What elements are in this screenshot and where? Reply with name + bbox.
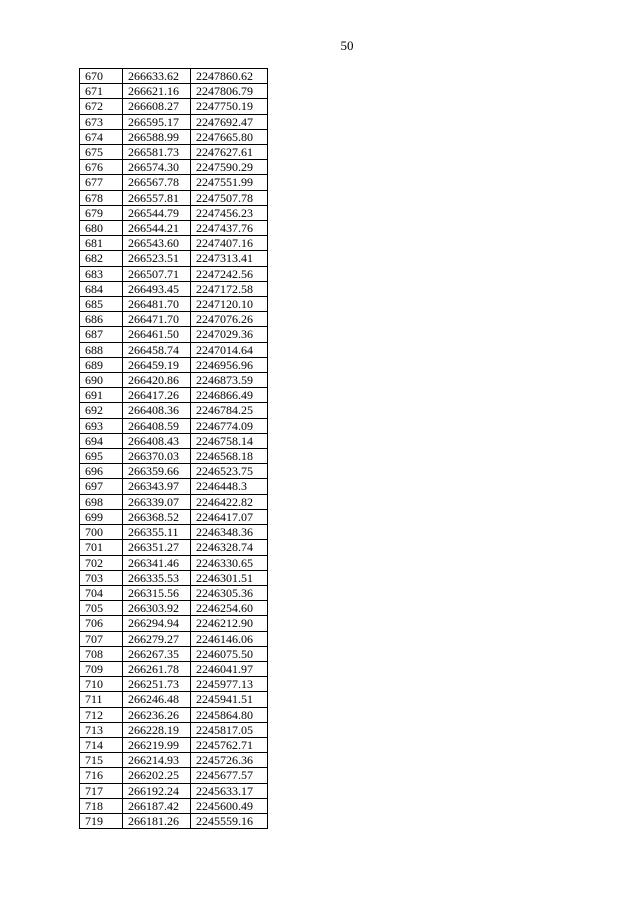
point-number-cell: 693 [80, 418, 123, 433]
y-coordinate-cell: 2245762.71 [191, 737, 268, 752]
x-coordinate-cell: 266370.03 [123, 449, 191, 464]
x-coordinate-cell: 266544.79 [123, 205, 191, 220]
y-coordinate-cell: 2247029.36 [191, 327, 268, 342]
x-coordinate-cell: 266246.48 [123, 692, 191, 707]
point-number-cell: 692 [80, 403, 123, 418]
table-row [80, 266, 268, 281]
x-coordinate-cell: 266417.26 [123, 388, 191, 403]
point-number-cell: 710 [80, 677, 123, 692]
y-coordinate-cell: 2246330.65 [191, 555, 268, 570]
point-number-cell: 717 [80, 783, 123, 798]
x-coordinate-cell: 266557.81 [123, 190, 191, 205]
x-coordinate-cell: 266507.71 [123, 266, 191, 281]
y-coordinate-cell: 2246041.97 [191, 661, 268, 676]
table-row [80, 160, 268, 175]
table-row [80, 525, 268, 540]
table-row [80, 175, 268, 190]
x-coordinate-cell: 266335.53 [123, 570, 191, 585]
point-number-cell: 707 [80, 631, 123, 646]
y-coordinate-cell: 2247437.76 [191, 221, 268, 236]
point-number-cell: 716 [80, 768, 123, 783]
table-row [80, 479, 268, 494]
point-number-cell: 691 [80, 388, 123, 403]
x-coordinate-cell: 266214.93 [123, 753, 191, 768]
y-coordinate-cell: 2246146.06 [191, 631, 268, 646]
table-row [80, 570, 268, 585]
table-row [80, 646, 268, 661]
y-coordinate-cell: 2247507.78 [191, 190, 268, 205]
table-row [80, 114, 268, 129]
y-coordinate-cell: 2247860.62 [191, 69, 268, 84]
point-number-cell: 713 [80, 722, 123, 737]
point-number-cell: 673 [80, 114, 123, 129]
point-number-cell: 676 [80, 160, 123, 175]
y-coordinate-cell: 2245600.49 [191, 798, 268, 813]
table-row [80, 327, 268, 342]
table-row [80, 221, 268, 236]
y-coordinate-cell: 2247407.16 [191, 236, 268, 251]
y-coordinate-cell: 2247456.23 [191, 205, 268, 220]
table-row [80, 813, 268, 828]
y-coordinate-cell: 2245941.51 [191, 692, 268, 707]
x-coordinate-cell: 266359.66 [123, 464, 191, 479]
point-number-cell: 697 [80, 479, 123, 494]
y-coordinate-cell: 2245977.13 [191, 677, 268, 692]
point-number-cell: 675 [80, 145, 123, 160]
table-row [80, 418, 268, 433]
table-row [80, 433, 268, 448]
point-number-cell: 711 [80, 692, 123, 707]
x-coordinate-cell: 266261.78 [123, 661, 191, 676]
point-number-cell: 678 [80, 190, 123, 205]
table-row [80, 540, 268, 555]
x-coordinate-cell: 266251.73 [123, 677, 191, 692]
x-coordinate-cell: 266343.97 [123, 479, 191, 494]
point-number-cell: 698 [80, 494, 123, 509]
point-number-cell: 674 [80, 129, 123, 144]
table-row [80, 631, 268, 646]
x-coordinate-cell: 266408.59 [123, 418, 191, 433]
x-coordinate-cell: 266523.51 [123, 251, 191, 266]
point-number-cell: 704 [80, 585, 123, 600]
table-row [80, 388, 268, 403]
table-row [80, 753, 268, 768]
point-number-cell: 703 [80, 570, 123, 585]
point-number-cell: 679 [80, 205, 123, 220]
x-coordinate-cell: 266303.92 [123, 601, 191, 616]
y-coordinate-cell: 2247242.56 [191, 266, 268, 281]
point-number-cell: 687 [80, 327, 123, 342]
point-number-cell: 681 [80, 236, 123, 251]
y-coordinate-cell: 2245817.05 [191, 722, 268, 737]
table-row [80, 312, 268, 327]
x-coordinate-cell: 266202.25 [123, 768, 191, 783]
point-number-cell: 690 [80, 373, 123, 388]
x-coordinate-cell: 266279.27 [123, 631, 191, 646]
table-row [80, 84, 268, 99]
x-coordinate-cell: 266219.99 [123, 737, 191, 752]
table-row [80, 768, 268, 783]
x-coordinate-cell: 266567.78 [123, 175, 191, 190]
y-coordinate-cell: 2247806.79 [191, 84, 268, 99]
point-number-cell: 688 [80, 342, 123, 357]
x-coordinate-cell: 266236.26 [123, 707, 191, 722]
y-coordinate-cell: 2246348.36 [191, 525, 268, 540]
page-number: 50 [340, 38, 354, 53]
table-row [80, 661, 268, 676]
x-coordinate-cell: 266608.27 [123, 99, 191, 114]
table-row [80, 601, 268, 616]
y-coordinate-cell: 2247313.41 [191, 251, 268, 266]
y-coordinate-cell: 2246448.3 [191, 479, 268, 494]
point-number-cell: 695 [80, 449, 123, 464]
x-coordinate-cell: 266459.19 [123, 357, 191, 372]
x-coordinate-cell: 266574.30 [123, 160, 191, 175]
x-coordinate-cell: 266595.17 [123, 114, 191, 129]
point-number-cell: 705 [80, 601, 123, 616]
y-coordinate-cell: 2245677.57 [191, 768, 268, 783]
x-coordinate-cell: 266493.45 [123, 281, 191, 296]
x-coordinate-cell: 266621.16 [123, 84, 191, 99]
y-coordinate-cell: 2246422.82 [191, 494, 268, 509]
y-coordinate-cell: 2246568.18 [191, 449, 268, 464]
x-coordinate-cell: 266544.21 [123, 221, 191, 236]
point-number-cell: 696 [80, 464, 123, 479]
table-row [80, 281, 268, 296]
x-coordinate-cell: 266192.24 [123, 783, 191, 798]
table-row [80, 99, 268, 114]
x-coordinate-cell: 266481.70 [123, 297, 191, 312]
y-coordinate-cell: 2247692.47 [191, 114, 268, 129]
x-coordinate-cell: 266187.42 [123, 798, 191, 813]
x-coordinate-cell: 266315.56 [123, 585, 191, 600]
point-number-cell: 689 [80, 357, 123, 372]
y-coordinate-cell: 2247627.61 [191, 145, 268, 160]
point-number-cell: 719 [80, 813, 123, 828]
table-row [80, 509, 268, 524]
table-row [80, 145, 268, 160]
x-coordinate-cell: 266458.74 [123, 342, 191, 357]
point-number-cell: 672 [80, 99, 123, 114]
x-coordinate-cell: 266408.43 [123, 433, 191, 448]
y-coordinate-cell: 2246774.09 [191, 418, 268, 433]
x-coordinate-cell: 266339.07 [123, 494, 191, 509]
table-row [80, 449, 268, 464]
point-number-cell: 701 [80, 540, 123, 555]
table-row [80, 677, 268, 692]
y-coordinate-cell: 2246301.51 [191, 570, 268, 585]
point-number-cell: 708 [80, 646, 123, 661]
x-coordinate-cell: 266181.26 [123, 813, 191, 828]
table-row [80, 205, 268, 220]
x-coordinate-cell: 266351.27 [123, 540, 191, 555]
y-coordinate-cell: 2246328.74 [191, 540, 268, 555]
table-row [80, 722, 268, 737]
x-coordinate-cell: 266368.52 [123, 509, 191, 524]
x-coordinate-cell: 266294.94 [123, 616, 191, 631]
y-coordinate-cell: 2247120.10 [191, 297, 268, 312]
point-number-cell: 718 [80, 798, 123, 813]
point-number-cell: 709 [80, 661, 123, 676]
y-coordinate-cell: 2246254.60 [191, 601, 268, 616]
x-coordinate-cell: 266581.73 [123, 145, 191, 160]
point-number-cell: 684 [80, 281, 123, 296]
y-coordinate-cell: 2246212.90 [191, 616, 268, 631]
table-row [80, 616, 268, 631]
x-coordinate-cell: 266355.11 [123, 525, 191, 540]
table-row [80, 342, 268, 357]
coordinates-table-body [80, 69, 268, 829]
point-number-cell: 683 [80, 266, 123, 281]
y-coordinate-cell: 2246866.49 [191, 388, 268, 403]
y-coordinate-cell: 2246758.14 [191, 433, 268, 448]
point-number-cell: 677 [80, 175, 123, 190]
x-coordinate-cell: 266267.35 [123, 646, 191, 661]
table-row [80, 707, 268, 722]
y-coordinate-cell: 2246784.25 [191, 403, 268, 418]
table-row [80, 737, 268, 752]
point-number-cell: 699 [80, 509, 123, 524]
x-coordinate-cell: 266228.19 [123, 722, 191, 737]
table-row [80, 403, 268, 418]
y-coordinate-cell: 2247551.99 [191, 175, 268, 190]
y-coordinate-cell: 2246305.36 [191, 585, 268, 600]
y-coordinate-cell: 2247172.58 [191, 281, 268, 296]
table-row [80, 798, 268, 813]
x-coordinate-cell: 266543.60 [123, 236, 191, 251]
y-coordinate-cell: 2245559.16 [191, 813, 268, 828]
y-coordinate-cell: 2245633.17 [191, 783, 268, 798]
table-row [80, 585, 268, 600]
y-coordinate-cell: 2246523.75 [191, 464, 268, 479]
x-coordinate-cell: 266341.46 [123, 555, 191, 570]
table-row [80, 555, 268, 570]
point-number-cell: 694 [80, 433, 123, 448]
table-row [80, 464, 268, 479]
table-row [80, 783, 268, 798]
x-coordinate-cell: 266420.86 [123, 373, 191, 388]
table-row [80, 69, 268, 84]
point-number-cell: 702 [80, 555, 123, 570]
x-coordinate-cell: 266408.36 [123, 403, 191, 418]
point-number-cell: 706 [80, 616, 123, 631]
table-row [80, 373, 268, 388]
table-row [80, 251, 268, 266]
y-coordinate-cell: 2246873.59 [191, 373, 268, 388]
point-number-cell: 712 [80, 707, 123, 722]
table-row [80, 297, 268, 312]
table-row [80, 190, 268, 205]
y-coordinate-cell: 2247014.64 [191, 342, 268, 357]
table-row [80, 357, 268, 372]
x-coordinate-cell: 266461.50 [123, 327, 191, 342]
y-coordinate-cell: 2246075.50 [191, 646, 268, 661]
y-coordinate-cell: 2246417.07 [191, 509, 268, 524]
point-number-cell: 682 [80, 251, 123, 266]
y-coordinate-cell: 2247665.80 [191, 129, 268, 144]
y-coordinate-cell: 2247076.26 [191, 312, 268, 327]
table-row [80, 692, 268, 707]
x-coordinate-cell: 266633.62 [123, 69, 191, 84]
point-number-cell: 700 [80, 525, 123, 540]
x-coordinate-cell: 266471.70 [123, 312, 191, 327]
x-coordinate-cell: 266588.99 [123, 129, 191, 144]
coordinates-table [79, 68, 268, 829]
point-number-cell: 680 [80, 221, 123, 236]
table-row [80, 236, 268, 251]
y-coordinate-cell: 2247750.19 [191, 99, 268, 114]
y-coordinate-cell: 2245726.36 [191, 753, 268, 768]
table-row [80, 494, 268, 509]
y-coordinate-cell: 2246956.96 [191, 357, 268, 372]
point-number-cell: 715 [80, 753, 123, 768]
point-number-cell: 714 [80, 737, 123, 752]
y-coordinate-cell: 2245864.80 [191, 707, 268, 722]
point-number-cell: 671 [80, 84, 123, 99]
y-coordinate-cell: 2247590.29 [191, 160, 268, 175]
point-number-cell: 686 [80, 312, 123, 327]
point-number-cell: 670 [80, 69, 123, 84]
point-number-cell: 685 [80, 297, 123, 312]
table-row [80, 129, 268, 144]
